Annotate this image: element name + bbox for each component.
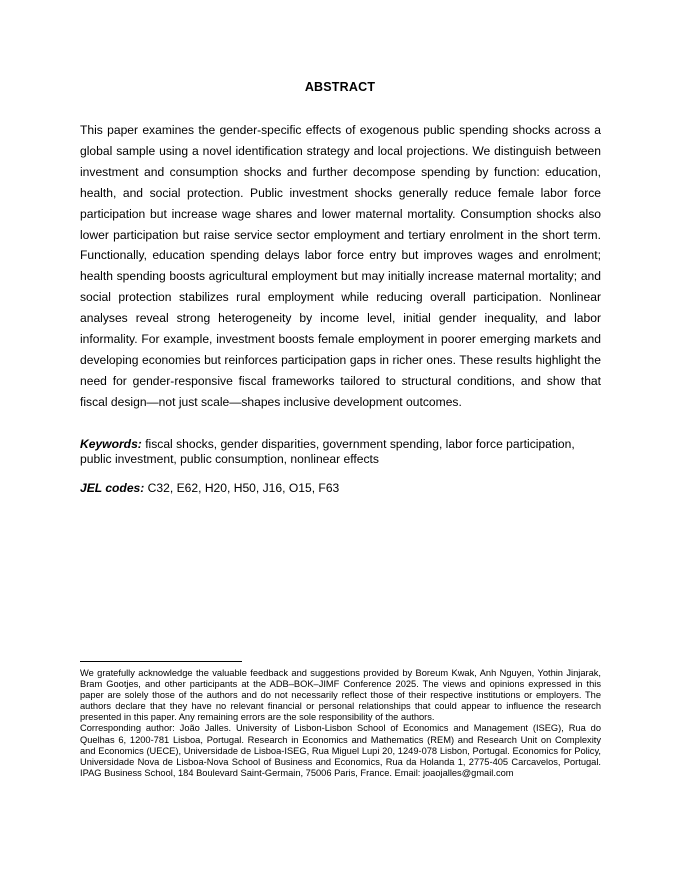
footnote-acknowledgement: We gratefully acknowledge the valuable feedback and suggestions provided by Boreum Kwak, Anh Nguyen, Yothin Jinjarak, Bram Gootjes, and other participants at the ADB–BOK–JIMF Conference 2025. The views and opinions expressed in this paper are solely those of the authors and do not necessarily reflect those of their respective institutions or employers. The authors declare that they have no relevant financial or personal relationships that could appear to influence the research presented in this paper. Any remaining errors are the sole responsibility of the authors.: [80, 668, 601, 723]
keywords-text: fiscal shocks, gender disparities, government spending, labor force participation, public investment, public consumption, nonlinear effects: [80, 437, 575, 466]
footnote: [80, 668, 601, 779]
footnote-divider: [80, 661, 242, 662]
abstract-body: This paper examines the gender-specific effects of exogenous public spending shocks across a global sample using a novel identification strategy and local projections. We distinguish between investment and consumption shocks and further decompose spending by function: education, health, and social protection. Public investment shocks generally reduce female labor force participation but increase wage shares and lower maternal mortality. Consumption shocks also lower participation but raise service sector employment and tertiary enrolment in the short term. Functionally, education spending delays labor force entry but improves wages and enrolment; health spending boosts agricultural employment but may initially increase maternal mortality; and social protection stabilizes rural employment while reducing overall participation. Nonlinear analyses reveal strong heterogeneity by income level, initial gender inequality, and labor informality. For example, investment boosts female employment in poorer emerging markets and developing economies but reinforces participation gaps in richer ones. These results highlight the need for gender-responsive fiscal frameworks tailored to structural conditions, and show that fiscal design—not just scale—shapes inclusive development outcomes.: [80, 123, 601, 409]
jel-codes-text: C32, E62, H20, H50, J16, O15, F63: [144, 481, 340, 495]
keywords-label: Keywords:: [80, 437, 142, 451]
jel-codes-line: [80, 481, 601, 496]
footnote-corresponding-author: Corresponding author: João Jalles. University of Lisbon-Lisbon School of Economics and Management (ISEG), Rua do Quelhas 6, 1200-781 Lisboa, Portugal. Research in Economics and Mathematics (REM) and Research Unit on Complexity and Economics (UECE), Universidade de Lisboa-ISEG, Rua Miguel Lupi 20, 1249-078 Lisbon, Portugal. Economics for Policy, Universidade Nova de Lisboa-Nova School of Business and Economics, Rua da Holanda 1, 2775-405 Carcavelos, Portugal. IPAG Business School, 184 Boulevard Saint-Germain, 75006 Paris, France. Email: joaojalles@gmail.com: [80, 723, 601, 778]
keywords-line: [80, 437, 601, 467]
abstract-heading: ABSTRACT: [304, 80, 376, 94]
jel-codes-label: JEL codes:: [80, 481, 145, 495]
